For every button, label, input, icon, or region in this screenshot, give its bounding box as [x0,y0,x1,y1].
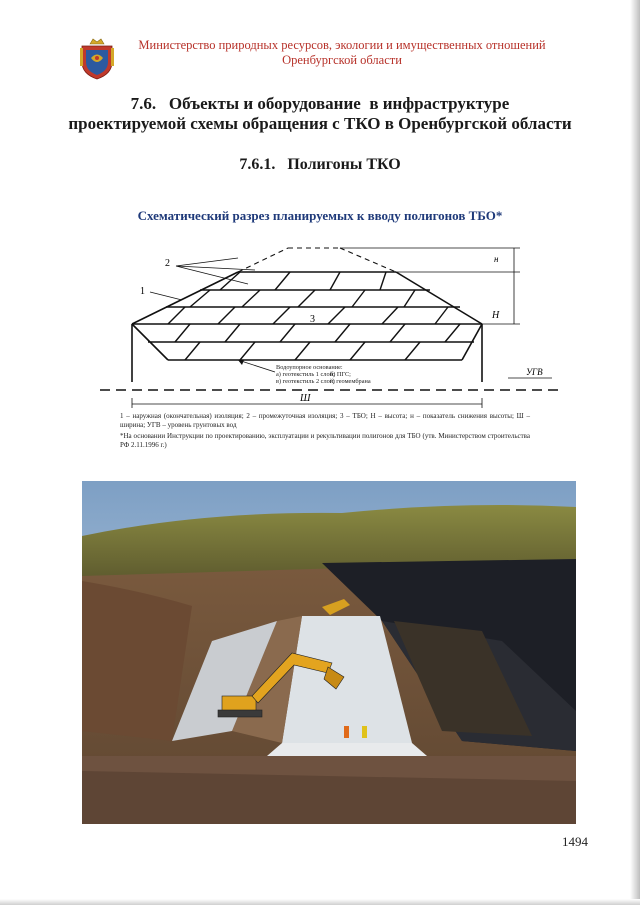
page-edge [630,0,640,905]
diagram-title: Схематический разрез планируемых к вводу полигонов ТБО* [137,208,503,223]
page-edge-bottom [0,899,640,905]
base-layer-d: г) геомембрана [330,378,371,385]
section-title [40,94,600,134]
groundwater-label: УГВ [526,367,543,377]
waste-label: 3 [310,314,315,325]
coat-of-arms-icon [78,36,116,80]
section-title-line-2: проектируемой схемы обращения с ТКО в Оренбургской области [68,114,572,133]
base-layer-b: б) ПГС; [330,371,351,378]
height-label: Н [492,310,500,321]
reduction-label: н [494,254,499,264]
section-title-line-1: 7.6. Объекты и оборудование в инфраструктуре [130,94,510,113]
outer-insulation-label: 1 [140,286,145,297]
base-layer-a: а) геотекстиль 1 слой; [276,371,335,378]
diagram-legend: 1 – наружная (окончательная) изоляция; 2 – промежуточная изоляция; 3 – ТБО; Н – высота; н – показатель снижения высоты; Ш – ширина; УГВ – уровень грунтовых вод [120,412,530,429]
subsection-title: 7.6.1. Полигоны ТКО [239,156,401,173]
landfill-cross-section-diagram [90,232,570,414]
landfill-construction-photo [82,481,576,824]
ministry-line-2: Оренбургской области [282,53,402,67]
width-label: Ш [300,393,311,404]
intermediate-insulation-label: 2 [165,258,170,269]
height-reduction-cap [238,248,396,272]
page-number: 1494 [562,834,588,849]
diagram-footnote: *На основании Инструкции по проектированию, эксплуатации и рекультивации полигонов для ТБО (утв. Министерством строительства РФ 2.11.1996 г.) [120,432,530,449]
ministry-line-1: Министерство природных ресурсов, экологии и имущественных отношений [138,38,546,52]
ministry-header [124,38,560,68]
base-layer-c: в) геотекстиль 2 слой; [276,378,335,385]
base-title: Водоупорное основание: [276,364,343,371]
